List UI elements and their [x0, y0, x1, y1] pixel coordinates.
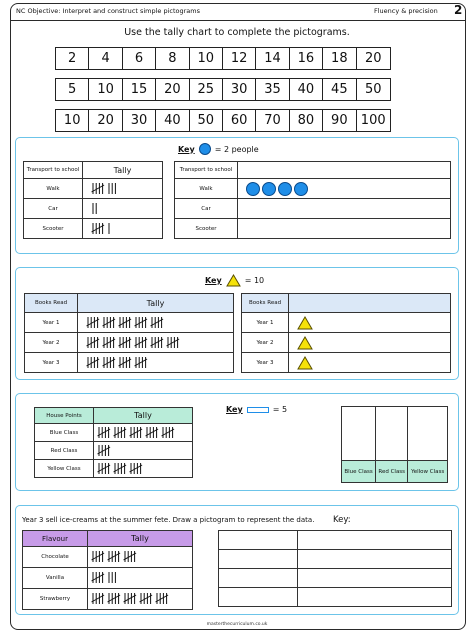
row-label: Car — [24, 199, 83, 219]
number-cell: 2 — [56, 48, 89, 69]
number-row-10s — [55, 109, 391, 132]
pictogram-cell[interactable] — [289, 353, 451, 373]
tally-marks — [86, 336, 186, 350]
number-cell: 50 — [190, 110, 223, 131]
table-row — [35, 460, 193, 478]
pictogram-cell[interactable] — [219, 588, 298, 607]
tally-cell — [88, 568, 193, 589]
table-row — [24, 219, 163, 239]
key-label: Key — [226, 405, 243, 414]
tally-cell — [94, 460, 193, 478]
number-cell: 6 — [123, 48, 156, 69]
ice-cream-tally-table — [22, 530, 193, 610]
column-label: Blue Class — [342, 461, 376, 483]
key-label: Key — [178, 144, 195, 154]
number-cell: 40 — [290, 79, 323, 100]
number-cell: 30 — [223, 79, 256, 100]
instruction-text: Use the tally chart to complete the pictograms. — [124, 27, 350, 38]
page-number: 2 — [454, 3, 463, 17]
transport-pictogram-table — [174, 161, 451, 239]
pictogram-column[interactable] — [376, 407, 408, 461]
table-row — [242, 333, 451, 353]
number-cell: 20 — [89, 110, 122, 131]
tally-marks — [91, 592, 175, 606]
number-cell: 100 — [360, 113, 386, 128]
table-row — [25, 333, 234, 353]
tally-marks — [86, 356, 154, 370]
table-header: Flavour — [23, 531, 88, 547]
key-books — [205, 274, 264, 287]
number-cell: 4 — [89, 48, 122, 69]
table-header: Transport to school — [24, 162, 83, 179]
tally-marks — [97, 426, 181, 440]
tally-cell — [83, 179, 163, 199]
tally-marks — [91, 550, 143, 564]
number-cell: 16 — [290, 48, 323, 69]
tally-cell — [78, 353, 234, 373]
table-header: Tally — [78, 294, 234, 313]
key-label: Key — [205, 276, 222, 285]
pictogram-cell[interactable] — [219, 569, 298, 588]
footer-url: masterthecurriculum.co.uk — [206, 622, 268, 627]
number-cell: 80 — [290, 110, 323, 131]
number-cell: 35 — [256, 79, 289, 100]
table-header: Tally — [94, 408, 193, 424]
column-label: Red Class — [376, 461, 408, 483]
row-label: Year 3 — [242, 353, 289, 373]
tally-cell — [83, 199, 163, 219]
row-label: Year 1 — [242, 313, 289, 333]
house-points-pictogram-columns — [341, 406, 448, 483]
tally-cell — [94, 442, 193, 460]
pictogram-cell[interactable] — [219, 531, 298, 550]
tally-cell — [83, 219, 163, 239]
number-cell: 5 — [56, 79, 89, 100]
pictogram-cell[interactable] — [289, 313, 451, 333]
row-label: Walk — [24, 179, 83, 199]
category-label: Fluency & precision — [374, 7, 438, 15]
header-divider — [10, 20, 466, 21]
pictogram-cell[interactable] — [219, 550, 298, 569]
person-circle-icon — [262, 182, 276, 196]
table-row — [35, 424, 193, 442]
pictogram-column[interactable] — [408, 407, 448, 461]
table-header: Books Read — [242, 294, 289, 313]
number-cell: 10 — [190, 48, 223, 69]
number-cell: 12 — [223, 48, 256, 69]
tally-marks — [91, 182, 121, 196]
row-label: Blue Class — [35, 424, 94, 442]
table-header: Books Read — [25, 294, 78, 313]
table-row — [23, 547, 193, 568]
number-cell: 30 — [123, 110, 156, 131]
pictogram-cell[interactable] — [289, 333, 451, 353]
tally-cell — [78, 313, 234, 333]
person-circle-icon — [246, 182, 260, 196]
number-cell: 20 — [156, 79, 189, 100]
row-label: Red Class — [35, 442, 94, 460]
pictogram-cell[interactable] — [298, 550, 452, 569]
row-label: Year 1 — [25, 313, 78, 333]
key-house-points — [226, 405, 287, 414]
table-row — [24, 179, 163, 199]
key-transport — [178, 143, 259, 155]
tally-marks — [91, 571, 121, 585]
books-tally-table — [24, 293, 234, 373]
pictogram-cell[interactable] — [238, 199, 451, 219]
tally-marks — [91, 222, 114, 236]
number-row-2s — [55, 47, 391, 70]
number-cell: 90 — [323, 110, 356, 131]
number-row-5s — [55, 78, 391, 101]
number-cell: 50 — [364, 82, 382, 97]
books-pictogram-table — [241, 293, 451, 373]
row-label: Walk — [175, 179, 238, 199]
number-cell: 40 — [156, 110, 189, 131]
row-label: Year 2 — [242, 333, 289, 353]
number-cell: 18 — [323, 48, 356, 69]
number-cell: 14 — [256, 48, 289, 69]
table-row — [242, 353, 451, 373]
triangle-icon — [226, 274, 241, 287]
table-row — [175, 179, 451, 199]
table-row — [35, 442, 193, 460]
objective-text: NC Objective: Interpret and construct simple pictograms — [16, 7, 201, 15]
row-label: Chocolate — [23, 547, 88, 568]
triangle-icon — [297, 356, 313, 370]
row-label: Vanilla — [23, 568, 88, 589]
tally-cell — [88, 589, 193, 610]
ice-cream-prompt: Year 3 sell ice-creams at the summer fete. Draw a pictogram to represent the data. — [22, 516, 315, 524]
table-row — [242, 313, 451, 333]
number-cell: 20 — [364, 51, 382, 66]
tally-marks — [97, 444, 117, 458]
row-label: Scooter — [175, 219, 238, 239]
number-cell: 60 — [223, 110, 256, 131]
table-row — [25, 313, 234, 333]
row-label: Year 3 — [25, 353, 78, 373]
number-cell: 25 — [190, 79, 223, 100]
table-header: Tally — [88, 531, 193, 547]
number-cell: 8 — [156, 48, 189, 69]
number-cell: 10 — [89, 79, 122, 100]
row-label: Year 2 — [25, 333, 78, 353]
table-row — [23, 589, 193, 610]
triangle-icon — [297, 336, 313, 350]
tally-cell — [78, 333, 234, 353]
row-label: Yellow Class — [35, 460, 94, 478]
ice-cream-pictogram-table — [218, 530, 452, 607]
pictogram-cell[interactable] — [298, 569, 452, 588]
key-value: = 2 people — [214, 144, 259, 154]
table-header-empty — [289, 294, 451, 313]
pictogram-cell[interactable] — [238, 219, 451, 239]
tally-marks — [86, 316, 170, 330]
row-label: Scooter — [24, 219, 83, 239]
number-cell: 45 — [323, 79, 356, 100]
table-header: Transport to school — [175, 162, 238, 179]
key-value: = 10 — [244, 276, 265, 285]
tally-marks — [97, 462, 149, 476]
number-cell: 10 — [56, 110, 89, 131]
row-label: Car — [175, 199, 238, 219]
transport-tally-table — [23, 161, 163, 239]
rectangle-icon — [247, 407, 269, 413]
number-cell: 70 — [256, 110, 289, 131]
table-row — [24, 199, 163, 219]
table-row — [175, 199, 451, 219]
table-row — [25, 353, 234, 373]
pictogram-cell[interactable] — [238, 179, 451, 199]
key-value: = 5 — [272, 405, 288, 414]
pictogram-column[interactable] — [342, 407, 376, 461]
column-label: Yellow Class — [408, 461, 448, 483]
number-cell: 15 — [123, 79, 156, 100]
triangle-icon — [297, 316, 313, 330]
person-circle-icon — [199, 143, 211, 155]
table-header: House Points — [35, 408, 94, 424]
house-points-tally-table — [34, 407, 193, 478]
tally-marks — [91, 202, 101, 216]
table-header: Tally — [83, 162, 163, 179]
person-circle-icon — [294, 182, 308, 196]
pictogram-cell[interactable] — [298, 531, 452, 550]
table-row — [175, 219, 451, 239]
tally-cell — [94, 424, 193, 442]
pictogram-cell[interactable] — [298, 588, 452, 607]
tally-cell — [88, 547, 193, 568]
key-ice-cream-label: Key: — [333, 515, 351, 525]
person-circle-icon — [278, 182, 292, 196]
table-row — [23, 568, 193, 589]
table-header-empty — [238, 162, 451, 179]
row-label: Strawberry — [23, 589, 88, 610]
